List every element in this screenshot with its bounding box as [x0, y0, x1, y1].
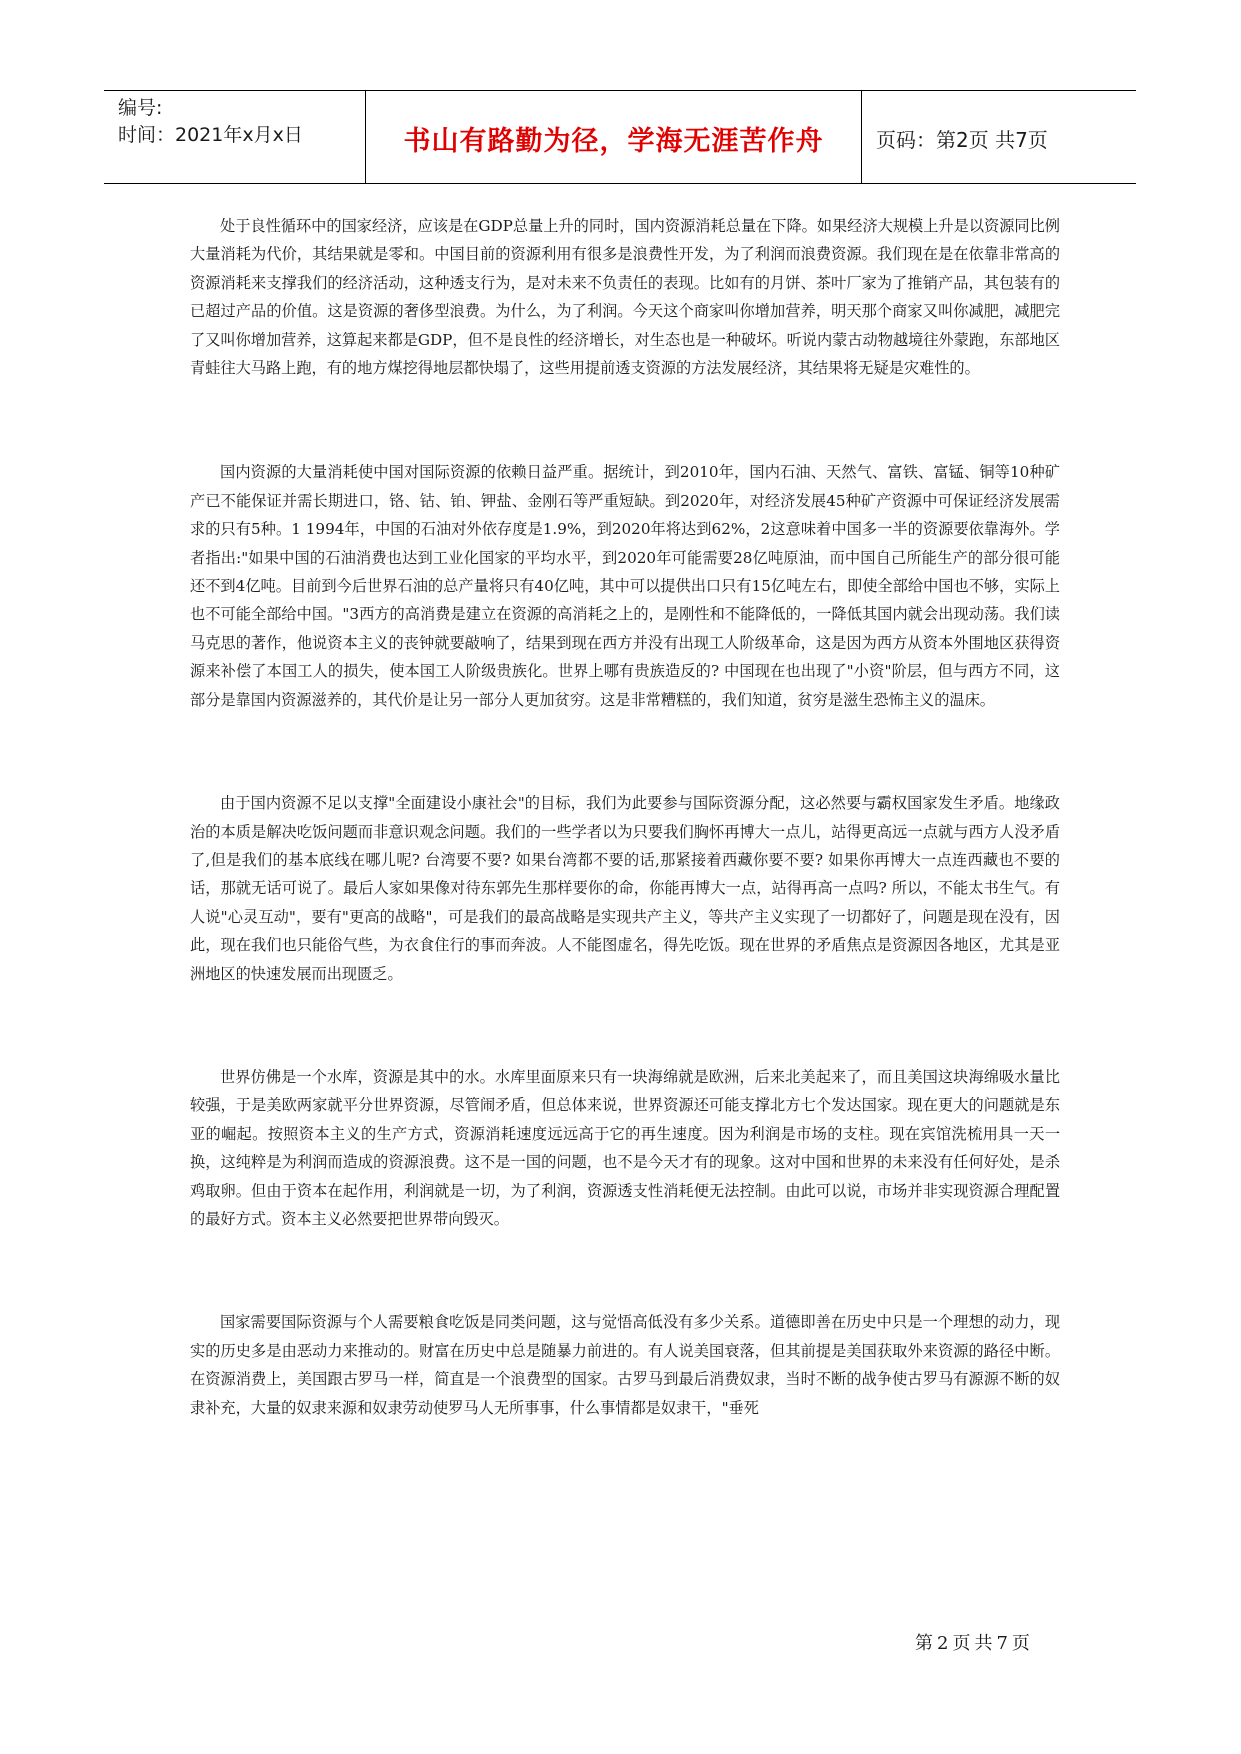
document-body — [190, 212, 1060, 1422]
doc-time-label: 时间：2021年x月x日 — [118, 124, 303, 146]
header-page-cell — [862, 91, 1136, 183]
header-meta-cell — [104, 91, 366, 183]
paragraph: 由于国内资源不足以支撑"全面建设小康社会"的目标，我们为此要参与国际资源分配，这必然要与霸权国家发生矛盾。地缘政治的本质是解决吃饭问题而非意识观念问题。我们的一些学者以为只要我们胸怀再博大一点儿，站得更高远一点就与西方人没矛盾了,但是我们的基本底线在哪儿呢? 台湾要不要? 如果台湾都不要的话,那紧接着西藏你要不要? 如果你再博大一点连西藏也不要的话，那就无话可说了。最后人家如果像对待东郭先生那样要你的命，你能再博大一点，站得再高一点吗? 所以，不能太书生气。有人说"心灵互动"，要有"更高的战略"，可是我们的最高战略是实现共产主义，等共产主义实现了一切都好了，问题是现在没有，因此，现在我们也只能俗气些，为衣食住行的事而奔波。人不能图虚名，得先吃饭。现在世界的矛盾焦点是资源因各地区，尤其是亚洲地区的快速发展而出现匮乏。 — [190, 794, 1060, 983]
paragraph: 国内资源的大量消耗使中国对国际资源的依赖日益严重。据统计，到2010年，国内石油、天然气、富铁、富锰、铜等10种矿产已不能保证并需长期进口，铬、钴、铂、钾盐、金刚石等严重短缺。到2020年，对经济发展45种矿产资源中可保证经济发展需求的只有5种。1 1994年，中国的石油对外依存度是1.9%，到2020年将达到62%，2这意味着中国多一半的资源要依靠海外。学者指出:"如果中国的石油消费也达到工业化国家的平均水平，到2020年可能需要28亿吨原油，而中国自己所能生产的部分很可能还不到4亿吨。目前到今后世界石油的总产量将只有40亿吨，其中可以提供出口只有15亿吨左右，即使全部给中国也不够，实际上也不可能全部给中国。"3西方的高消费是建立在资源的高消耗之上的，是刚性和不能降低的，一降低其国内就会出现动荡。我们读马克思的著作，他说资本主义的丧钟就要敲响了，结果到现在西方并没有出现工人阶级革命，这是因为西方从资本外围地区获得资源来补偿了本国工人的损失，使本国工人阶级贵族化。世界上哪有贵族造反的? 中国现在也出现了"小资"阶层，但与西方不同，这部分是靠国内资源滋养的，其代价是让另一部分人更加贫穷。这是非常糟糕的，我们知道，贫穷是滋生恐怖主义的温床。 — [190, 463, 1060, 709]
paragraph-spacer — [190, 988, 1060, 1063]
paragraph: 国家需要国际资源与个人需要粮食吃饭是同类问题，这与觉悟高低没有多少关系。道德即善在历史中只是一个理想的动力，现实的历史多是由恶动力来推动的。财富在历史中总是随暴力前进的。有人说美国衰落，但其前提是美国获取外来资源的路径中断。在资源消费上，美国跟古罗马一样，简直是一个浪费型的国家。古罗马到最后消费奴隶，当时不断的战争使古罗马有源源不断的奴隶补充，大量的奴隶来源和奴隶劳动使罗马人无所事事，什么事情都是奴隶干，"垂死 — [190, 1313, 1060, 1417]
paragraph: 世界仿佛是一个水库，资源是其中的水。水库里面原来只有一块海绵就是欧洲，后来北美起来了，而且美国这块海绵吸水量比较强，于是美欧两家就平分世界资源，尽管闹矛盾，但总体来说，世界资源还可能支撑北方七个发达国家。现在更大的问题就是东亚的崛起。按照资本主义的生产方式，资源消耗速度远远高于它的再生速度。因为利润是市场的支柱。现在宾馆洗梳用具一天一换，这纯粹是为利润而造成的资源浪费。这不是一国的问题，也不是今天才有的现象。这对中国和世界的未来没有任何好处，是杀鸡取卵。但由于资本在起作用，利润就是一切，为了利润，资源透支性消耗便无法控制。由此可以说，市场并非实现资源合理配置的最好方式。资本主义必然要把世界带向毁灭。 — [190, 1067, 1060, 1228]
paragraph-spacer — [190, 714, 1060, 789]
page-header — [104, 90, 1136, 184]
header-motto-cell — [366, 91, 862, 183]
header-motto: 书山有路勤为径，学海无涯苦作舟 — [403, 125, 824, 157]
paragraph: 处于良性循环中的国家经济，应该是在GDP总量上升的同时，国内资源消耗总量在下降。如果经济大规模上升是以资源同比例大量消耗为代价，其结果就是零和。中国目前的资源利用有很多是浪费性开发，为了利润而浪费资源。我们现在是在依靠非常高的资源消耗来支撑我们的经济活动，这种透支行为，是对未来不负责任的表现。比如有的月饼、茶叶厂家为了推销产品，其包装有的已超过产品的价值。这是资源的奢侈型浪费。为什么，为了利润。今天这个商家叫你增加营养，明天那个商家又叫你减肥，减肥完了又叫你增加营养，这算起来都是GDP，但不是良性的经济增长，对生态也是一种破坏。听说内蒙古动物越境往外蒙跑，东部地区青蛙往大马路上跑，有的地方煤挖得地层都快塌了，这些用提前透支资源的方法发展经济，其结果将无疑是灾难性的。 — [190, 217, 1060, 378]
paragraph-spacer — [190, 382, 1060, 458]
page-footer: 第2页共7页 — [915, 1633, 1034, 1654]
paragraph-spacer — [190, 1233, 1060, 1308]
header-page-number: 页码：第2页 共7页 — [876, 127, 1048, 152]
doc-number-label: 编号: — [118, 97, 163, 119]
